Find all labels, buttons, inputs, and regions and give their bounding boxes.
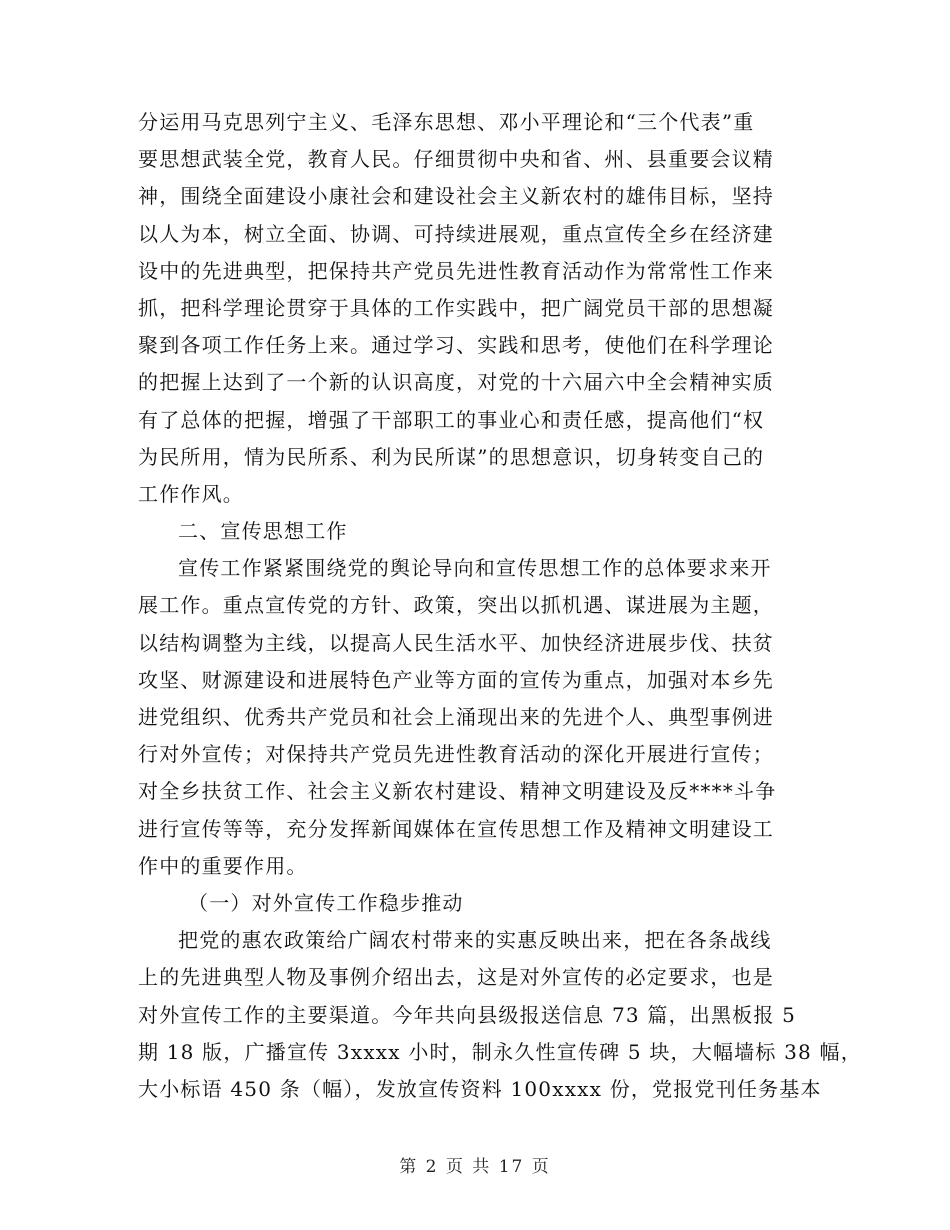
paragraph-first-line: 宣传工作紧紧围绕党的舆论导向和宣传思想工作的总体要求来开: [178, 556, 772, 581]
text-line: 聚到各项工作任务上来。通过学习、实践和思考，使他们在科学理论: [138, 333, 774, 358]
body-text: [138, 104, 862, 1108]
text-line: 行对外宣传；对保持共产党员先进性教育活动的深化开展进行宣传；: [138, 742, 774, 767]
text-line: 为民所用，情为民所系、利为民所谋”的思想意识，切身转变自己的: [138, 444, 765, 469]
text-line: 对外宣传工作的主要渠道。今年共向县级报送信息 73 篇，出黑板报 5: [138, 1002, 797, 1027]
text-line: 对全乡扶贫工作、社会主义新农村建设、精神文明建设及反****斗争: [138, 779, 777, 804]
text-line: 分运用马克思列宁主义、毛泽东思想、邓小平理论和“三个代表”重: [138, 110, 755, 134]
text-line: 展工作。重点宣传党的方针、政策，突出以抓机遇、谋进展为主题，: [138, 593, 774, 618]
text-line: 大小标语 450 条（幅），发放宣传资料 100xxxx 份，党报党刊任务基本: [138, 1076, 822, 1101]
text-line: 以结构调整为主线，以提高人民生活水平、加快经济进展步伐、扶贫: [138, 630, 774, 655]
text-line: 进行宣传等等，充分发挥新闻媒体在宣传思想工作及精神文明建设工: [138, 816, 774, 841]
text-line: 攻坚、财源建设和进展特色产业等方面的宣传为重点，加强对本乡先: [138, 667, 774, 692]
text-line: 神，围绕全面建设小康社会和建设社会主义新农村的雄伟目标，坚持: [138, 184, 774, 209]
text-line: 有了总体的把握，增强了干部职工的事业心和责任感，提高他们“权: [138, 407, 765, 432]
text-line: 进党组织、优秀共产党员和社会上涌现出来的先进个人、典型事例进: [138, 705, 774, 729]
subsection-heading: （一）对外宣传工作稳步推动: [188, 890, 464, 915]
section-heading: 二、宣传思想工作: [178, 519, 348, 544]
text-line: 工作作风。: [138, 481, 244, 506]
text-line: 的把握上达到了一个新的认识高度，对党的十六届六中全会精神实质: [138, 370, 774, 395]
text-line: 设中的先进典型，把保持共产党员先进性教育活动作为常常性工作来: [138, 258, 774, 283]
page-footer: 第 2 页 共 17 页: [399, 1157, 551, 1177]
text-line: 期 18 版，广播宣传 3xxxx 小时，制永久性宣传碑 5 块，大幅墙标 38 幅，: [138, 1039, 862, 1064]
text-line: 要思想武装全党，教育人民。仔细贯彻中央和省、州、县重要会议精: [138, 147, 774, 172]
text-line: 作中的重要作用。: [138, 853, 308, 878]
text-line: 上的先进典型人物及事例介绍出去，这是对外宣传的必定要求，也是: [138, 965, 774, 990]
paragraph-first-line: 把党的惠农政策给广阔农村带来的实惠反映出来，把在各条战线: [178, 928, 772, 953]
text-line: 抓，把科学理论贯穿于具体的工作实践中，把广阔党员干部的思想凝: [138, 295, 774, 320]
text-line: 以人为本，树立全面、协调、可持续进展观，重点宣传全乡在经济建: [138, 221, 774, 246]
